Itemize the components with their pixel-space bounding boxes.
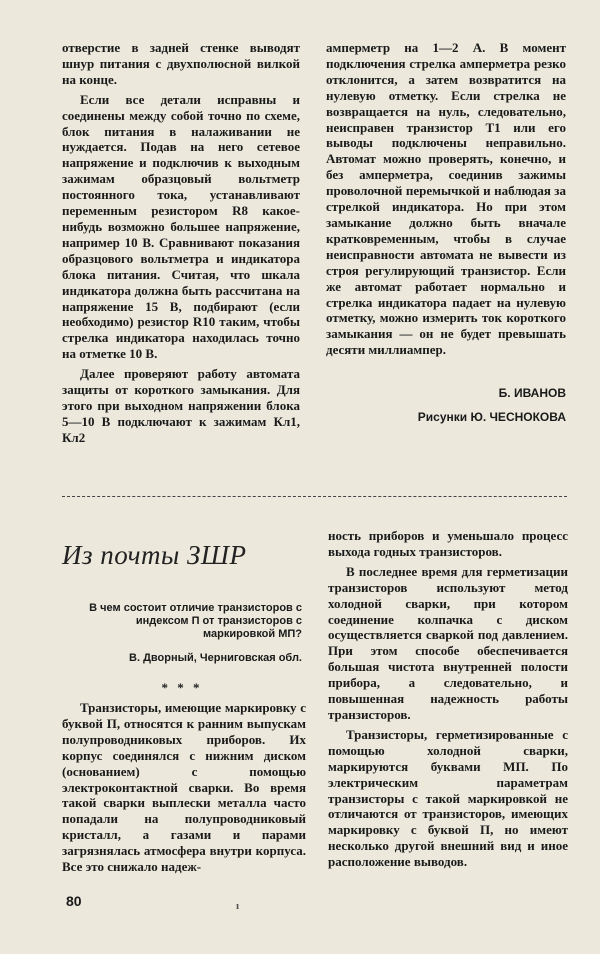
paragraph: Транзисторы, герметизированные с помощью холодной сварки, маркируются буквами МП. По электрическим параметрам транзисторы с такой маркировкой не отличаются от транзисторов, имеющих маркировку с буквой П, но имеют несколько другой внешний вид и иное расположение выводов. [328,726,568,870]
section-heading: Из почты ЗШР [62,540,247,570]
article-author: Б. ИВАНОВ [498,386,566,401]
section-divider [62,496,567,497]
paragraph: ность приборов и уменьшало процесс выхода годных транзисторов. [328,528,568,559]
paragraph: амперметр на 1—2 А. В момент подключения стрелка амперметра резко отклонится, а затем возвратится на нулевую отметку. Если стрелка не возвращается на нуль, следовательно, неисправен транзистор Т1 или его выводы подключены неправильно. Автомат можно проверять, конечно, и без амперметра, соединив зажимы проволочной перемычкой и наблюдая за стрелкой индикатора. Но при этом замыкание должно быть вначале кратковременным, чтобы в случае неисправности автомата не вывести из строя регулирующий транзистор. Если же автомат работает нормально и стрелка индикатора падает на нулевую отметку, можно измерить ток короткого замыкания — он не будет превышать десяти миллиампер. [326,40,566,358]
paragraph: отверстие в задней стенке выводят шнур питания с двухполюсной вилкой на конце. [62,40,300,87]
paragraph: В последнее время для герметизации транзисторов используют метод холодной сварки, при котором соединение колпачка с диском осуществляется сваркой под давлением. При этом способе обеспечивается большая чистота внутренней полости прибора, а следовательно, и повышенная надежность работы транзисторов. [328,563,568,722]
separator-stars: * * * [161,680,203,695]
reader-question: В чем состоит отличие транзисторов с индексом П от транзисторов с маркировкой МП? [89,602,302,640]
illustrator-credit: Рисунки Ю. ЧЕСНОКОВА [417,410,566,425]
bottom-right-column [328,528,568,874]
print-mark: ı [236,900,240,912]
bottom-left-column [62,700,306,875]
top-left-column [62,40,300,450]
paragraph: Транзисторы, имеющие маркировку с буквой П, относятся к ранним выпускам полупроводниковых приборов. Их корпус соединялся с нижним диском (основанием) с помощью электроконтактной сварки. Во время такой сварки выплески металла часто попадали на полупроводниковый кристалл, а газами и парами загрязнялась атмосфера внутри корпуса. Все это снижало надеж- [62,700,306,875]
paragraph: Если все детали исправны и соединены между собой точно по схеме, блок питания в налаживании не нуждается. Подав на него сетевое напряжение и подключив к выходным зажимам образцовый вольтметр постоянного тока, устанавливают переменным резистором R8 какое-нибудь возможно большее напряжение, например 10 В. Сравнивают показания образцового вольтметра и индикатора блока питания. Считая, что шкала индикатора должна быть рассчитана на напряжение 15 В, подбирают (если необходимо) резистор R10 таким, чтобы стрелка индикатора находилась точно на отметке 10 В. [62,91,300,362]
page-number: 80 [66,893,82,909]
top-right-column [326,40,566,430]
paragraph: Далее проверяют работу автомата защиты от короткого замыкания. Для этого при выходном напряжении блока 5—10 В подключают к зажимам Кл1, Кл2 [62,366,300,445]
question-author: В. Дворный, Черниговская обл. [129,652,302,664]
